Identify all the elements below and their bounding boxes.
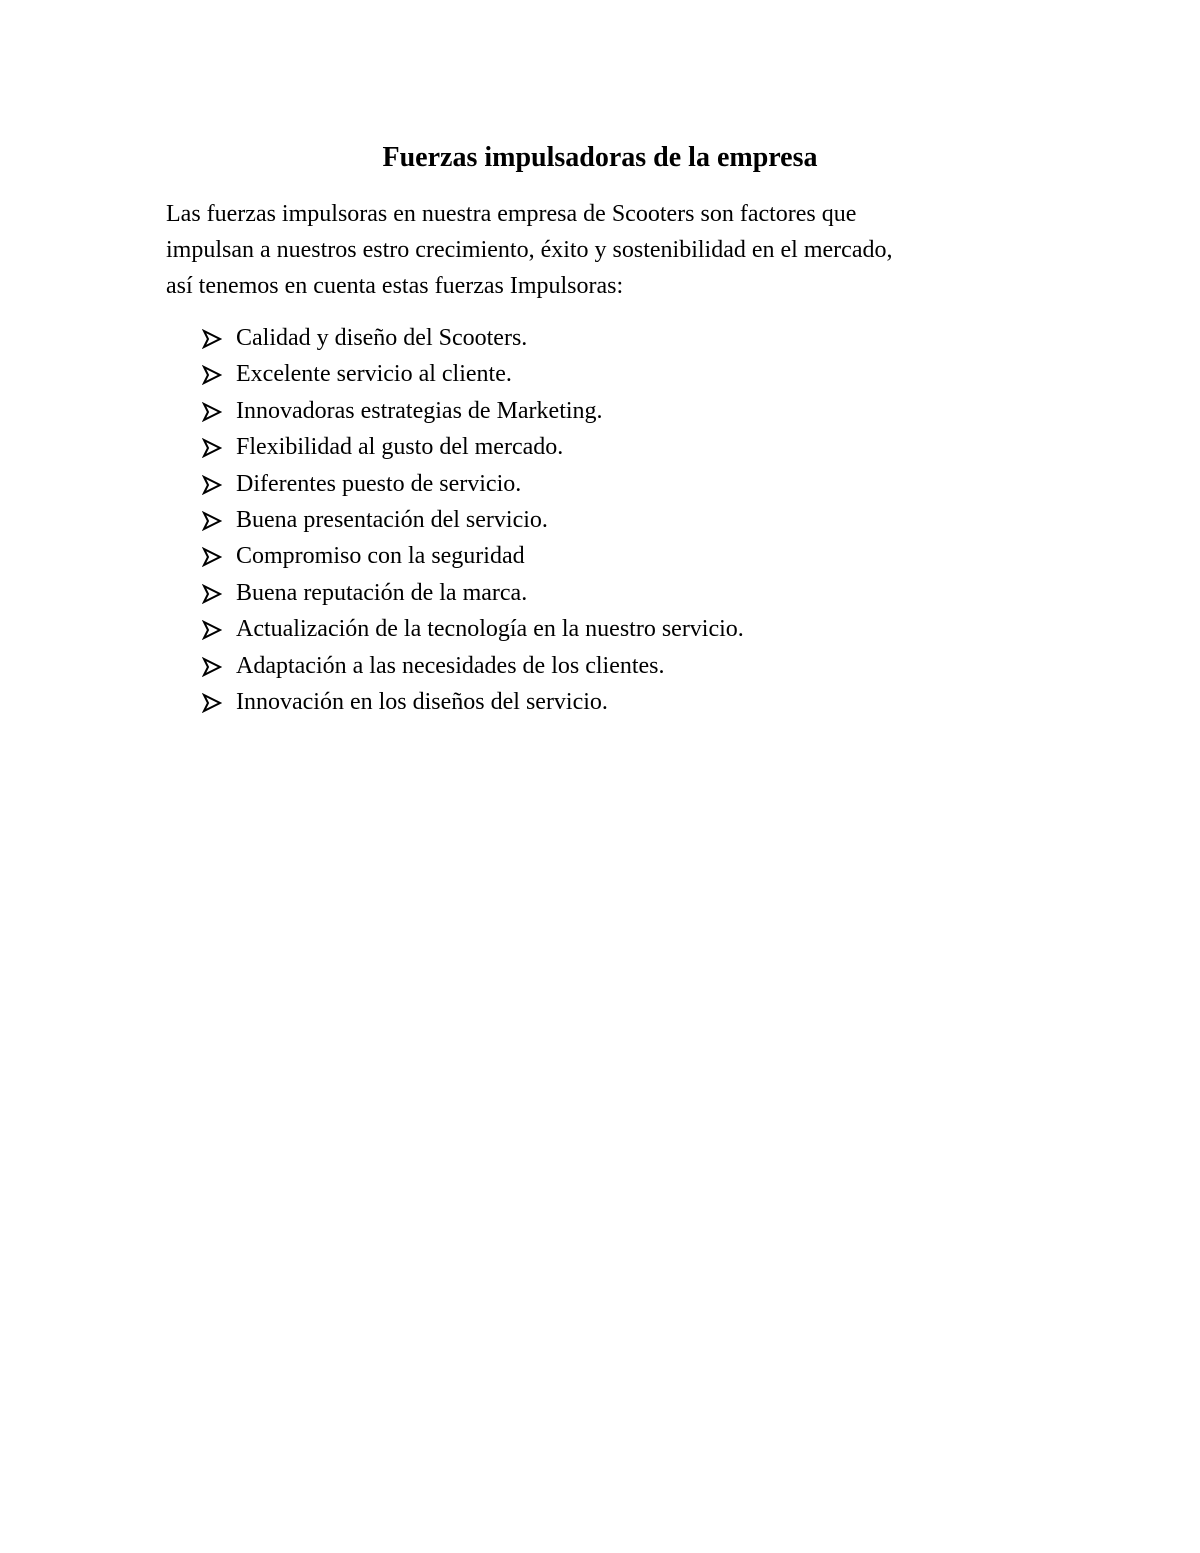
document-title: Fuerzas impulsadoras de la empresa — [382, 142, 818, 173]
list-item — [200, 393, 1000, 429]
list-item — [200, 575, 1000, 611]
list-item-text: Diferentes puesto de servicio. — [236, 470, 522, 497]
arrowhead-bullet-icon — [202, 657, 222, 677]
list-item-text: Calidad y diseño del Scooters. — [236, 325, 528, 351]
arrowhead-bullet-icon — [202, 547, 222, 567]
list-item — [200, 611, 1000, 647]
arrowhead-bullet-icon — [202, 475, 222, 495]
arrowhead-bullet-icon — [202, 438, 222, 458]
driving-forces-list — [200, 320, 1000, 720]
arrowhead-bullet-icon — [202, 365, 222, 385]
list-item-text: Innovadoras estrategias de Marketing. — [236, 397, 603, 424]
arrowhead-bullet-icon — [202, 402, 222, 422]
intro-paragraph — [166, 196, 1026, 304]
list-item-text: Actualización de la tecnología en la nuestro servicio. — [236, 616, 744, 643]
list-item — [200, 356, 1000, 392]
arrowhead-bullet-icon — [202, 620, 222, 640]
list-item — [200, 502, 1000, 538]
list-item-text: Buena presentación del servicio. — [236, 506, 548, 533]
intro-line: Las fuerzas impulsoras en nuestra empresa de Scooters son factores que — [166, 201, 857, 227]
arrowhead-bullet-icon — [202, 329, 222, 349]
intro-line: así tenemos en cuenta estas fuerzas Impulsoras: — [166, 273, 624, 299]
intro-line: impulsan a nuestros estro crecimiento, éxito y sostenibilidad en el mercado, — [166, 237, 893, 263]
arrowhead-bullet-icon — [202, 693, 222, 713]
list-item-text: Innovación en los diseños del servicio. — [236, 688, 608, 715]
list-item — [200, 466, 1000, 502]
arrowhead-bullet-icon — [202, 584, 222, 604]
list-item-text: Flexibilidad al gusto del mercado. — [236, 434, 564, 461]
list-item — [200, 684, 1000, 720]
list-item-text: Compromiso con la seguridad — [236, 543, 525, 570]
list-item — [200, 538, 1000, 574]
list-item-text: Adaptación a las necesidades de los clientes. — [236, 652, 665, 679]
list-item — [200, 648, 1000, 684]
arrowhead-bullet-icon — [202, 511, 222, 531]
list-item-text: Excelente servicio al cliente. — [236, 361, 512, 388]
list-item-text: Buena reputación de la marca. — [236, 579, 528, 606]
list-item — [200, 320, 1000, 356]
list-item — [200, 429, 1000, 465]
